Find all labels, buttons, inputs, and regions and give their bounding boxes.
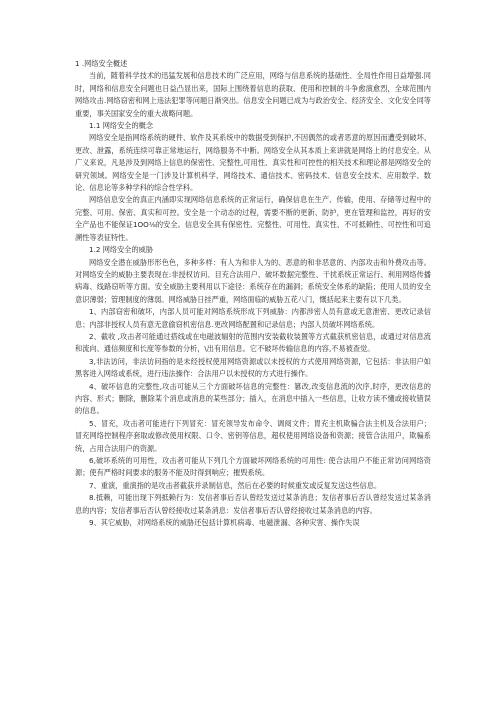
concept-paragraph-1: 网络安全是指网络系统的硬件、软件及其系统中的数据受到保护,不因偶然的或者恶意的原因而遭受到破坏、更改、泄露，系统连续可靠正常地运行，网络服务不中断。网络安全从其本质上来讲就是网络上的付息安全。从广义来说，凡是涉及到网络上信息的保密性、完整性,可用性、真实性和可控性的相关技术和理论都是网络安全的研究领域。网络安全是一门涉及计算机科学、网络技术、通信技术、密码技术、信息安全技术、应用数学、数论、信息论等多种学科的综合性学科。 — [75, 133, 431, 193]
concept-paragraph-2: 网络信息安全的真正内涵即实现网络信息系统的正常运行，确保信息在生产、传输，使用、存储等过程中的完整、可用、保密、真实和可控。安全是一个动态的过程，需要不断的更新、防护，更在管理和监控，再好的安全产品也不能保证1OO⅛的安全。信息安全具有保密性、完整性、可用性、真实性、不可抵赖性、可控性和可追溯性等表征特性。 — [75, 195, 431, 242]
threat-item-2: 2、截收 ,攻击者可能通过搭线或在电磁波辐射的范围内安装截收装置等方式截获机密信息，或通过对信息流和流向、通信频度和长度等参数的分析，\出有用信息。它不破坏传输信息的内容,不易被查觉。 — [75, 331, 431, 354]
threat-item-3: 3,非法访问，非法访问指的是未经授权使用网络资源或以未授权的方式使用网络资源，它包括：非法用户如黑客进入网络或系统，进行违法操作：合法用户以未授权的方式进行操作。 — [75, 356, 431, 379]
subsection-heading-threats: 1.2 网络安全的威胁 — [89, 245, 154, 255]
threat-intro-paragraph: 网络安全潜在威胁形形色色，多种多样：有人为和非人为的、恶意的和非恶意的、内部攻击和外费攻击等。对网络安全的威胁主要表现在:非授权访问、目充合法用户、破坏数据完整性、干扰系统正常运行、利用网络传播病毒、线路窃听等方面。安全威胁主要利用以下途径：系统存在的漏洞；系统安全体系的缺陷；使用人员的安全意识薄弱；管理制度的薄弱。网络威胁日挂严重，网络面临的威胁五花八门，慨括起来主要有以下几类。 — [75, 257, 431, 304]
threat-item-4: 4、破坏信息的完整性,攻击可能从三个方面破坏信息的完整性：篡改,改变信息流的次序,时序，更改信息的内容、形式；删除，删除某个消息或消息的某些部分；插入，在消息中插入一些信息，让收方读不懂或接收错误的信息。 — [75, 381, 431, 416]
document-page — [75, 58, 431, 529]
threat-item-7: 7、重演，重演指的是攻击者截获并录制信息，然后在必要的时候重发或反复发送这些信息。 — [89, 480, 382, 490]
threat-item-8: 8.抵赖，可能出现下列抵赖行为：发信者事后否认曾经发送过某条消息；发信者事后否认曾经发送过某条消息的内容；发信者事后否认曾经接收过某条消息：发信者事后否认曾经接收过某条消息的内容。 — [75, 493, 431, 515]
threat-item-9: 9、其它威胁，对网络系统的威胁还包括计算机病毒、电磁泄漏、各种灾害、操作失误 — [89, 518, 360, 528]
intro-paragraph: 当前，随着科学技术的迅猛发展和信息技术的广泛应用，网络与信息系统的基础性、全局性作用日益增强.同时，网络和信息安全问题也日益凸显出来，国际上围绕着信息的获取、使用和控制的斗争愈演愈烈，全球范围内网络攻击.网络窃密和网上违法犯罪等问题日渐突出。信息安全问题已成为与政治安全、经济安全、文化安全同等重要，事关国家安全的重大战略问题。 — [75, 71, 431, 118]
threat-item-5: 5、冒充，攻击者可能进行下列冒充：冒充领导发布命令、调阅文件；胃充主机欺骗合法主机及合法用户；冒充网络控制程序套取或修改使用权限、口令、密钥等信息，超权使用网络设备和资源；接管合法用户，欺骗系统，占用合法用户的资源。 — [75, 418, 431, 453]
threat-item-6: 6,破坏系统的可用性，攻击者可能从下列几个方面破坏网络系统的可用性: 使合法用户不能正常访问网络资源；使有严格时间要求的服务不能及时得到响应；摧毁系统。 — [75, 456, 431, 478]
threat-item-1: 1、内部窃密和破坏，内部人员可能对网络系统形成下列威胁：内都涉密人员有意或无意泄密、更改记录信息；内部非授权人员有意无意偷窃机密信息.更改网络配置和记录信息；内部人员破坏网络系统。 — [75, 307, 431, 329]
subsection-heading-concept: 1.1 网络安全的概念 — [89, 121, 154, 131]
section-heading-network-security-overview: 1 .网络安全概述 — [75, 59, 128, 68]
